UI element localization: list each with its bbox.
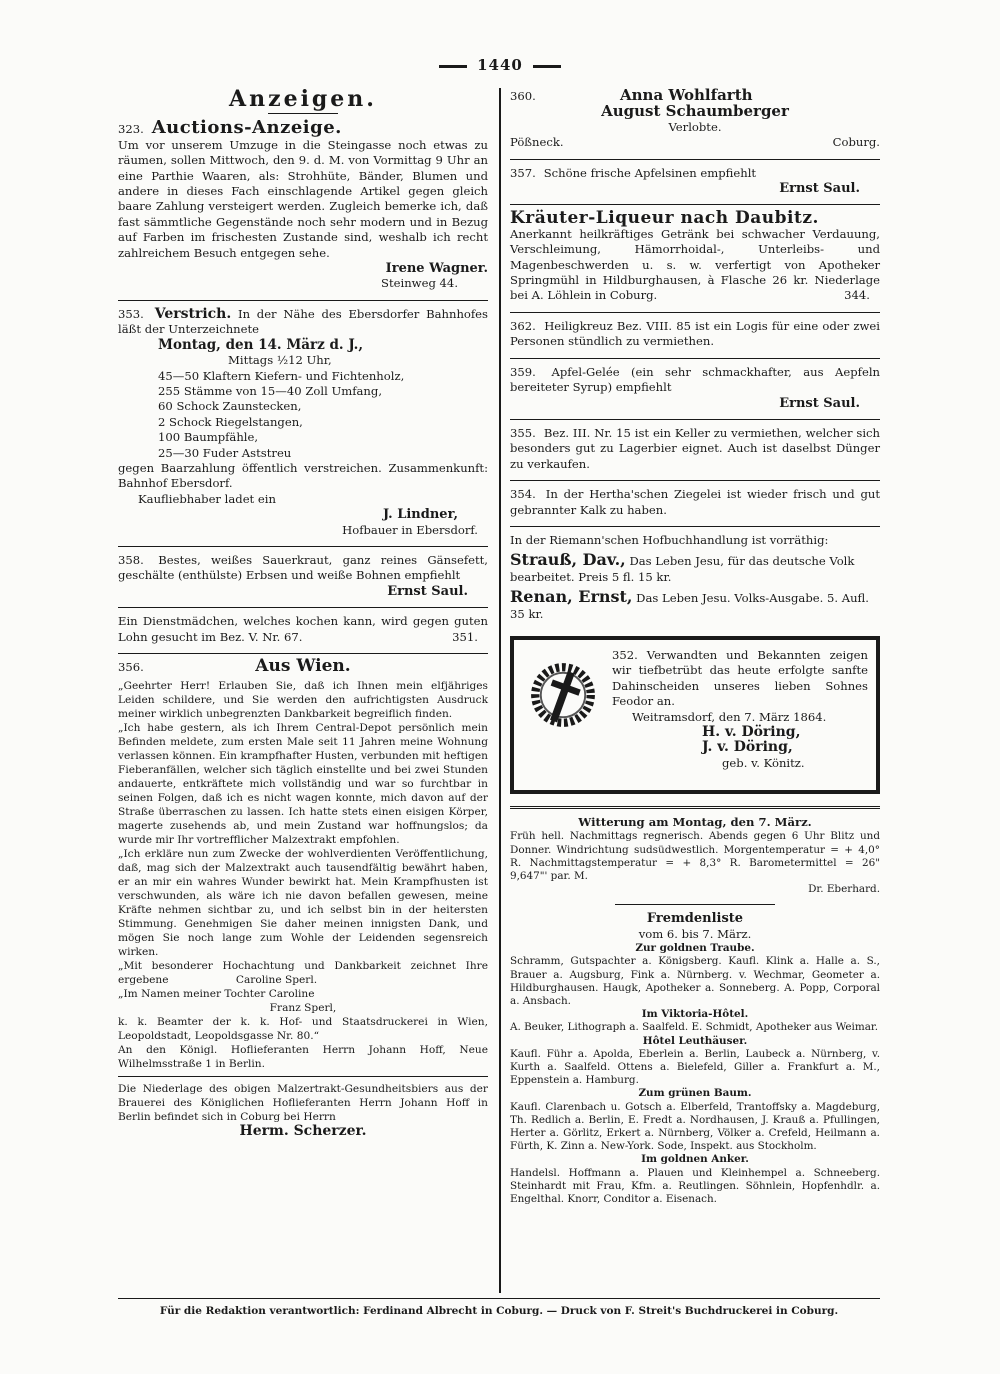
ad-signature: Ernst Saul.	[779, 395, 860, 411]
ad-number: 357.	[510, 165, 536, 180]
ad-intro: In der Riemann'schen Hofbuchhandlung ist vorräthig:	[510, 532, 829, 547]
ad-intro: In der Nähe des Ebersdorfer Bahnhofes läßt der Unterzeichnete	[118, 306, 488, 337]
page-number-text: 1440	[477, 56, 523, 74]
book-text: Das Leben Jesu. Volks-Ausgabe. 5. Aufl. 35 kr.	[510, 591, 869, 621]
death-notice	[510, 636, 880, 794]
ad-heading: Verstrich.	[154, 305, 232, 322]
list-item: 25—30 Fuder Aststreu	[158, 445, 292, 460]
engagement-ad	[510, 88, 880, 151]
separator	[510, 480, 880, 481]
engaged-name-1: Anna Wohlfarth	[620, 86, 753, 104]
engaged-name-2: August Schaumberger	[601, 102, 789, 121]
separator	[118, 653, 488, 654]
ad-signature: J. Lindner,	[383, 507, 458, 523]
place-right: Coburg.	[832, 135, 880, 150]
hotel-title: Zum grünen Baum.	[638, 1087, 752, 1100]
wien-ad	[118, 656, 492, 1139]
ad-number: 360.	[510, 89, 536, 103]
death-text: Verwandten und Bekannten zeigen wir tiefbetrübt das heute erfolgte sanfte Dahinscheiden unseres lieben Sohnes Feodor an.	[612, 647, 869, 709]
ad-heading: Aus Wien.	[255, 656, 351, 677]
separator	[510, 526, 880, 527]
separator	[118, 300, 488, 301]
ad-number: 353.	[118, 306, 144, 321]
ad-signature: Ernst Saul.	[387, 583, 468, 599]
ad-text: In der Hertha'schen Ziegelei ist wieder frisch und gut gebrannter Kalk zu haben.	[510, 487, 880, 517]
ziegelei-ad	[510, 487, 880, 518]
book-author: Strauß, Dav.,	[510, 550, 626, 570]
logis-ad	[510, 319, 880, 350]
separator	[510, 358, 880, 359]
wien-paragraph: „Im Namen meiner Tochter Caroline	[118, 987, 315, 1000]
wien-paragraph: „Mit besonderer Hochachtung und Dankbarkeit zeichnet Ihre ergebene Caroline Sperl.	[118, 959, 492, 986]
hotel-guests: A. Beuker, Lithograph a. Saalfeld. E. Schmidt, Apotheker aus Weimar.	[510, 1021, 879, 1034]
hotel-guests: Schramm, Gutspachter a. Königsberg. Kaufl. Klink a. Halle a. S., Brauer a. Augsburg, Fink a. Nürnberg. v. Wechmar, Geometer a. Hildburghausen. Haugk, Apotheker a. Sonneberg. A. Popp, Corporal a. Ansbach.	[510, 955, 880, 1008]
separator	[510, 204, 880, 205]
death-name-2: J. v. Döring,	[702, 739, 793, 756]
ad-heading: Auctions-Anzeige.	[151, 117, 342, 139]
ad-number: 351.	[452, 629, 478, 644]
place-left: Pößneck.	[510, 135, 564, 150]
wien-signer: Franz Sperl,	[269, 1001, 337, 1014]
footer-imprint: Für die Redaktion verantwortlich: Ferdinand Albrecht in Coburg. — Druck von F. Streit's Buchdruckerei in Coburg.	[118, 1298, 880, 1317]
ad-text: Um vor unserem Umzuge in die Steingasse noch etwas zu räumen, sollen Mittwoch, den 9. d. M. von Vormittag 9 Uhr an eine Parthie Waaren, als: Strohhüte, Bänder, Blumen und andere in dieses Fach einschlagende Artikel gegen gleich baare Zahlung versteigert werden. Zugleich bemerke ich, daß fast sämmtliche Gegenstände noch sehr modern und in Bezug auf Farben im frischesten Zustande sind, weshalb ich recht zahlreichem Besuch entgegen sehe.	[118, 137, 488, 260]
ad-number: 352.	[612, 647, 638, 662]
ad-signature: Irene Wagner.	[385, 261, 488, 277]
hotel-guests: Kaufl. Führ a. Apolda, Eberlein a. Berlin, Laubeck a. Nürnberg, v. Kurth a. Saalfeld. Ottens a. Bielefeld, Giller a. Frankfurt a. M., Eppenstein a. Hamburg.	[510, 1047, 880, 1087]
ad-text: Ein Dienstmädchen, welches kochen kann, wird gegen guten Lohn gesucht im Bez. V. Nr. 67.	[118, 614, 488, 644]
separator	[510, 419, 880, 420]
ad-number: 344.	[844, 288, 870, 303]
wien-signer-title: k. k. Beamter der k. k. Hof- und Staatsdruckerei in Wien, Leopoldstadt, Leopoldsgasse Nr. 80.“	[118, 1015, 488, 1042]
ad-text: Bestes, weißes Sauerkraut, ganz reines Gänsefett, geschälte (enthülste) Erbsen und weiße Bohnen empfiehlt	[118, 552, 488, 583]
page-number	[0, 56, 1000, 74]
ad-number: 355.	[510, 425, 536, 440]
gelee-ad	[510, 365, 880, 411]
ad-number: 362.	[510, 318, 536, 333]
separator	[510, 806, 880, 809]
list-item: 2 Schock Riegelstangen,	[158, 414, 303, 429]
page-number-dash-left	[439, 65, 467, 68]
ad-heading: Kräuter-Liqueur nach Daubitz.	[510, 208, 819, 229]
left-column	[118, 86, 492, 1139]
list-item: 60 Schock Zaunstecken,	[158, 399, 302, 414]
auction-ad	[118, 117, 488, 291]
ad-invite: Kaufliebhaber ladet ein	[138, 491, 276, 506]
fremdenliste	[510, 911, 880, 1206]
ad-number: 354.	[510, 487, 536, 502]
column-divider	[499, 88, 501, 1293]
ad-text: Apfel-Gelée (ein sehr schmackhafter, aus Aepfeln bereiteter Syrup) empfiehlt	[510, 364, 880, 395]
ad-address: Steinweg 44.	[381, 276, 458, 291]
wien-paragraph: „Ich habe gestern, als ich Ihrem Central-Depot persönlich mein Befinden meldete, zum ersten Male seit 11 Jahren meine Wohnung verlassen können. Ein krampfhafter Husten, verbunden mit heftigen Fieberanfällen, welcher sich täglich einstellte und bei zwei Stunden andauerte, entkräftete mich vollständig und war so furchtbar in seinen Folgen, daß ich es nicht wagen konnte, mich davon auf der Straße überraschen zu lassen. Ich hatte stets einen eisigen Körper, magerte zusehends ab, und mein Zustand war hoffnungslos; da wurde mir Ihr vortrefflicher Malzextrakt empfohlen.	[118, 721, 488, 846]
apfelsinen-ad	[510, 166, 880, 197]
dienst-ad	[118, 614, 488, 645]
ad-text: Heiligkreuz Bez. VIII. 85 ist ein Logis für eine oder zwei Personen stündlich zu vermiethen.	[510, 318, 880, 349]
book-author: Renan, Ernst,	[510, 587, 633, 607]
fremden-heading: Fremdenliste	[646, 911, 744, 927]
sauerkraut-ad	[118, 553, 488, 599]
hotel-guests: Handelsl. Hoffmann a. Plauen und Kleinhempel a. Schneeberg. Steinhardt mit Frau, Kfm. a. Reutlingen. Söhnlein, Hopfenhdlr. a. Engelthal. Knorr, Conditor a. Eisenach.	[510, 1166, 880, 1206]
hotel-title: Im goldnen Anker.	[641, 1153, 749, 1166]
weather-author: Dr. Eberhard.	[808, 883, 880, 896]
weather-text: Früh hell. Nachmittags regnerisch. Abends gegen 6 Uhr Blitz und Donner. Windrichtung sudsüdwestlich. Morgentemperatur = + 4,0° R. Nachmittagstemperatur = + 8,3° R. Barometermittel = 26" 9,647"' par. M.	[510, 830, 880, 882]
ad-text: Anerkannt heilkräftiges Getränk bei schwacher Verdauung, Verschleimung, Hämorrhoidal-, Unterleibs- und Magenbeschwerden u. s. w. verfertigt von Apotheker Springmühl in Hildburghausen, à Flasche 26 kr. Niederlage bei A. Löhlein in Coburg.	[510, 226, 880, 303]
right-column	[510, 88, 880, 1206]
hotel-guests: Kaufl. Clarenbach u. Gotsch a. Elberfeld, Trantoffsky a. Magdeburg, Th. Redlich a. Berlin, E. Fredt a. Nordhausen, J. Krauß a. Pfullingen, Herter a. Görlitz, Erkert a. Nürnberg, Völker a. Crefeld, Heilmann a. Fürth, K. Zinn a. New-York. Sode, Inspekt. aus Stockholm.	[510, 1100, 880, 1153]
weather-report	[510, 815, 880, 896]
ad-time: Mittags ½12 Uhr,	[228, 353, 332, 368]
hotel-title: Zur goldnen Traube.	[635, 942, 755, 955]
separator	[615, 904, 775, 905]
ad-outro: gegen Baarzahlung öffentlich verstreichen. Zusammenkunft: Bahnhof Ebersdorf.	[118, 460, 488, 491]
separator	[118, 546, 488, 547]
engaged-label: Verlobte.	[668, 119, 722, 134]
wien-paragraph: „Ich erkläre nun zum Zwecke der wohlverdienten Veröffentlichung, daß, mag sich der Malzextrakt auch tausendfältig bewährt haben, er an mir ein wahres Wunder bewirkt hat. Mein Krampfhusten ist verschwunden, als wäre ich nie davon befallen gewesen, meine Kräfte nehmen sichtbar zu, und ich selbst bin in der heitersten Stimmung. Genehmigen Sie daher meinen innigsten Dank, und mögen Sie noch lange zum Wohle der Leidenden segensreich wirken.	[118, 847, 488, 958]
ad-text: Bez. III. Nr. 15 ist ein Keller zu vermiethen, welcher sich besonders gut zu Lagerbier eignet. Auch ist daselbst Dünger zu verkaufen.	[510, 425, 881, 471]
hotel-title: Im Viktoria-Hôtel.	[641, 1008, 749, 1021]
section-title: Anzeigen.	[229, 86, 377, 112]
page-number-dash-right	[533, 65, 561, 68]
separator	[510, 312, 880, 313]
wien-closing-name: Herm. Scherzer.	[239, 1122, 367, 1139]
verstrich-ad	[118, 307, 488, 538]
title-rule	[268, 113, 338, 114]
ad-date: Montag, den 14. März d. J.,	[158, 336, 364, 353]
separator	[118, 607, 488, 608]
ad-text: Schöne frische Apfelsinen empfiehlt	[543, 165, 757, 180]
separator	[118, 1076, 488, 1077]
list-item: 45—50 Klaftern Kiefern- und Fichtenholz,	[158, 368, 405, 383]
ad-number: 356.	[118, 660, 144, 674]
weather-heading: Witterung am Montag, den 7. März.	[578, 814, 812, 829]
liqueur-ad	[510, 208, 880, 303]
ad-signature-sub: Hofbauer in Ebersdorf.	[342, 522, 478, 537]
wien-addressee: An den Königl. Hoflieferanten Herrn Johann Hoff, Neue Wilhelmsstraße 1 in Berlin.	[118, 1043, 488, 1070]
wien-paragraph: „Geehrter Herr! Erlauben Sie, daß ich Ihnen mein elfjähriges Leiden schildere, und Sie werden den aufrichtigsten Ausdruck meiner wirklich unbegrenzten Dankbarkeit begreiflich finden.	[118, 679, 488, 720]
death-name-2-sub: geb. v. Könitz.	[722, 755, 805, 770]
ad-items	[118, 369, 488, 461]
death-place-date: Weitramsdorf, den 7. März 1864.	[632, 709, 827, 724]
ad-number: 323.	[118, 122, 144, 137]
book-text: Das Leben Jesu, für das deutsche Volk bearbeitet. Preis 5 fl. 15 kr.	[510, 554, 855, 584]
wien-closing: Die Niederlage des obigen Malzertrakt-Gesundheitsbiers aus der Brauerei des Königlichen Hoflieferanten Herrn Johann Hoff in Berlin befindet sich in Coburg bei Herrn	[118, 1082, 488, 1123]
ad-number: 358.	[118, 552, 144, 567]
separator	[510, 159, 880, 160]
ad-signature: Ernst Saul.	[779, 181, 860, 197]
fremden-dates: vom 6. bis 7. März.	[638, 926, 752, 941]
death-name-1: H. v. Döring,	[702, 724, 801, 740]
books-ad	[510, 533, 880, 622]
hotel-title: Hôtel Leuthäuser.	[642, 1034, 748, 1047]
ad-number: 359.	[510, 364, 536, 379]
wreath-cross-icon	[526, 658, 600, 732]
list-item: 100 Baumpfähle,	[158, 430, 259, 445]
list-item: 255 Stämme von 15—40 Zoll Umfang,	[158, 383, 383, 398]
keller-ad	[510, 426, 880, 472]
